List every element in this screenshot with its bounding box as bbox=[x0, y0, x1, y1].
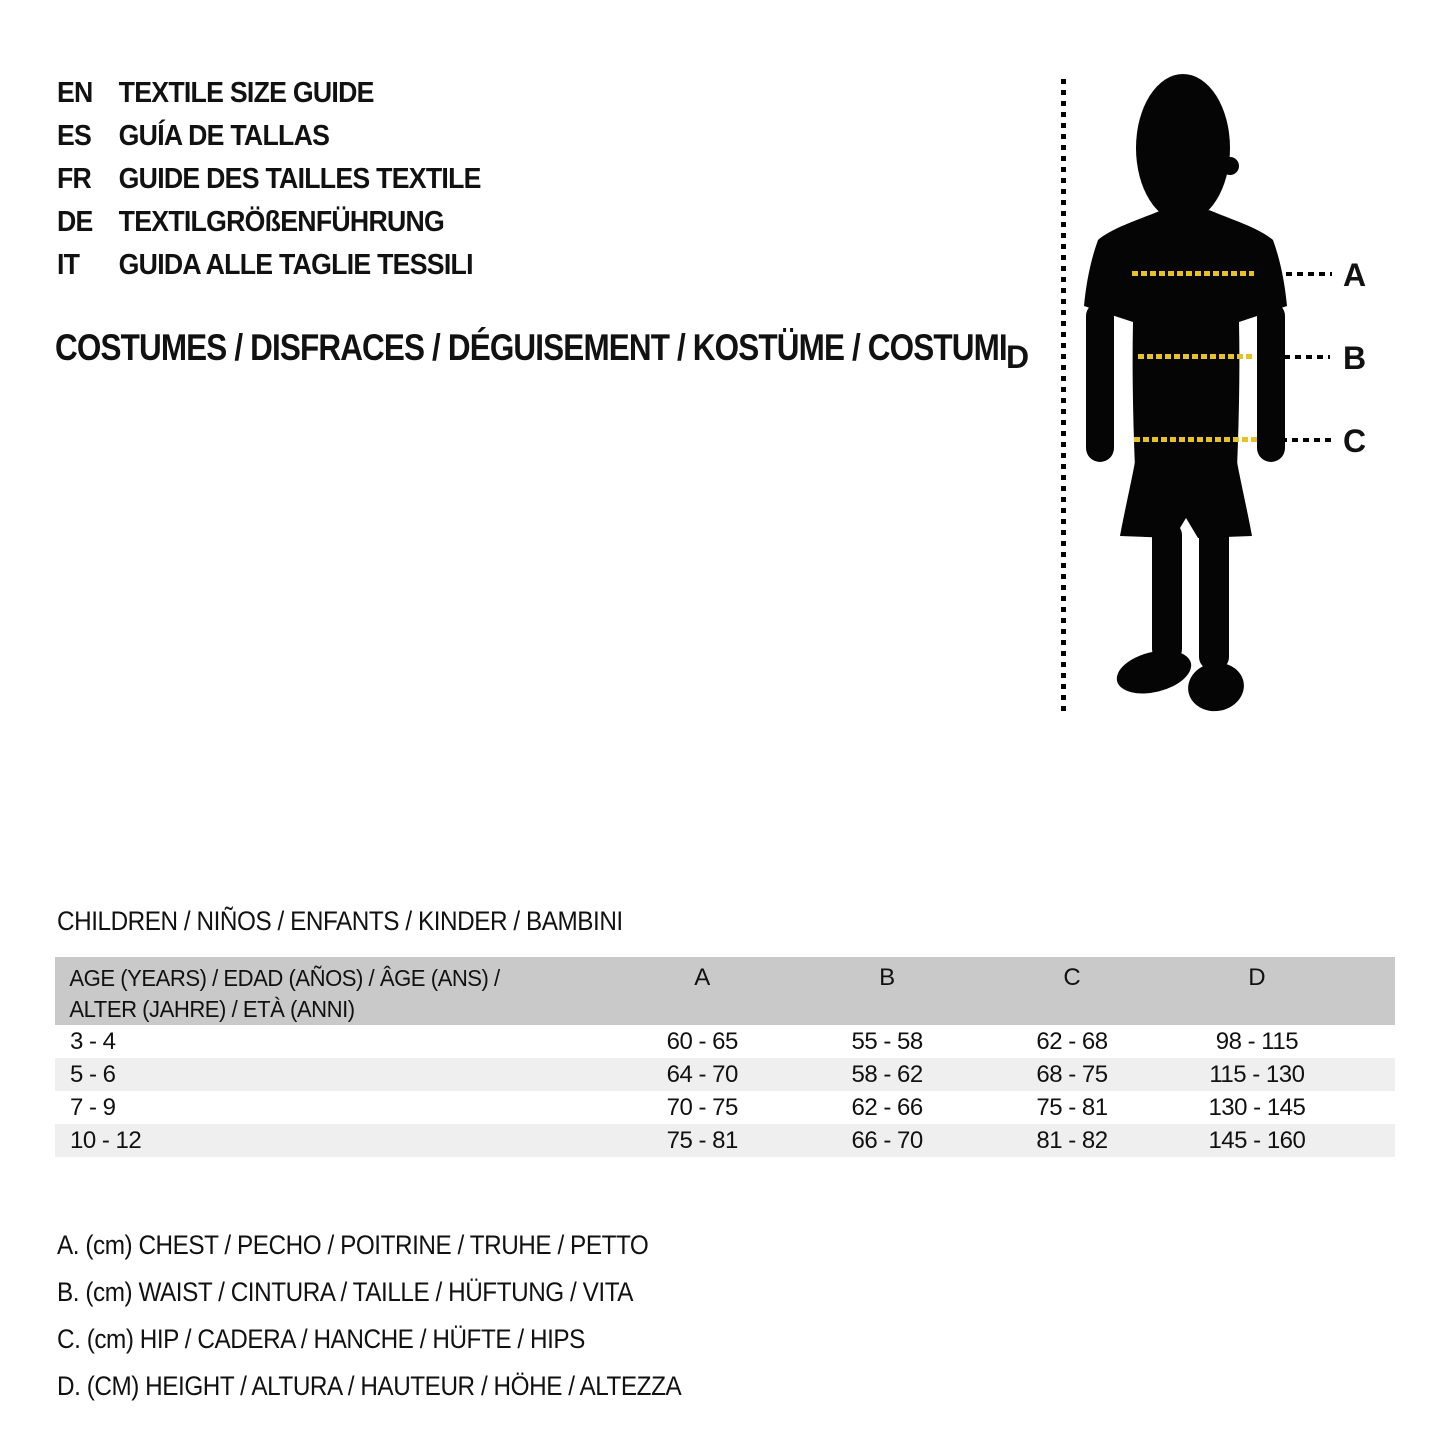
value-cell: 55 - 58 bbox=[851, 1027, 923, 1055]
language-row bbox=[57, 115, 481, 158]
table-row bbox=[55, 1058, 1395, 1091]
column-header-d: D bbox=[1248, 964, 1266, 991]
hip-label-c: C bbox=[1343, 423, 1367, 459]
age-cell: 5 - 6 bbox=[70, 1060, 116, 1088]
height-measure-dotted-line bbox=[1061, 79, 1066, 714]
language-title-list bbox=[57, 72, 481, 287]
age-column-header-line1: AGE (YEARS) / EDAD (AÑOS) / ÂGE (ANS) / bbox=[69, 965, 500, 991]
language-row bbox=[57, 201, 481, 244]
language-code: DE bbox=[57, 206, 93, 238]
table-row bbox=[55, 1025, 1395, 1058]
legend-item-height: D. (CM) HEIGHT / ALTURA / HAUTEUR / HÖHE / ALTEZZA bbox=[57, 1371, 682, 1401]
legend-item-waist: B. (cm) WAIST / CINTURA / TAILLE / HÜFTUNG / VITA bbox=[57, 1277, 634, 1307]
value-cell: 130 - 145 bbox=[1208, 1093, 1306, 1121]
value-cell: 66 - 70 bbox=[851, 1126, 923, 1154]
language-row bbox=[57, 158, 481, 201]
age-cell: 10 - 12 bbox=[70, 1126, 142, 1154]
waist-measure-dashed-line bbox=[1138, 354, 1252, 359]
language-code: IT bbox=[57, 249, 80, 281]
column-header-a: A bbox=[694, 964, 711, 991]
chest-connector-dotted-line bbox=[1286, 272, 1332, 276]
hip-connector-dotted-line bbox=[1281, 438, 1331, 442]
child-silhouette bbox=[1078, 70, 1293, 720]
column-header-c: C bbox=[1063, 964, 1081, 991]
waist-connector-dotted-line bbox=[1284, 355, 1330, 359]
table-row bbox=[55, 1091, 1395, 1124]
legend-item-hip: C. (cm) HIP / CADERA / HANCHE / HÜFTE / HIPS bbox=[57, 1324, 585, 1354]
chest-label-a: A bbox=[1343, 257, 1367, 293]
language-title: GUIDE DES TAILLES TEXTILE bbox=[118, 163, 481, 195]
age-column-header bbox=[55, 957, 588, 1025]
value-cell: 62 - 66 bbox=[851, 1093, 923, 1121]
language-title: TEXTILGRÖßENFÜHRUNG bbox=[118, 206, 445, 238]
language-code: ES bbox=[57, 120, 92, 152]
language-code: FR bbox=[57, 163, 92, 195]
age-column-header-line2: ALTER (JAHRE) / ETÀ (ANNI) bbox=[69, 996, 355, 1022]
value-cell: 68 - 75 bbox=[1036, 1060, 1108, 1088]
language-title: TEXTILE SIZE GUIDE bbox=[118, 77, 374, 109]
language-code: EN bbox=[57, 77, 93, 109]
value-cell: 75 - 81 bbox=[1036, 1093, 1108, 1121]
height-label-d: D bbox=[1006, 339, 1030, 375]
value-cell: 115 - 130 bbox=[1209, 1060, 1305, 1088]
language-row bbox=[57, 72, 481, 115]
chest-measure-dashed-line bbox=[1132, 271, 1254, 276]
language-title: GUIDA ALLE TAGLIE TESSILI bbox=[118, 249, 473, 281]
value-cell: 81 - 82 bbox=[1036, 1126, 1108, 1154]
value-cell: 70 - 75 bbox=[666, 1093, 738, 1121]
value-cell: 75 - 81 bbox=[666, 1126, 738, 1154]
language-title: GUÍA DE TALLAS bbox=[118, 120, 330, 152]
table-row bbox=[55, 1124, 1395, 1157]
value-cell: 62 - 68 bbox=[1036, 1027, 1108, 1055]
value-cell: 98 - 115 bbox=[1215, 1027, 1299, 1055]
table-header-row bbox=[55, 957, 1395, 1025]
waist-label-b: B bbox=[1343, 340, 1367, 376]
age-cell: 7 - 9 bbox=[70, 1093, 116, 1121]
language-row bbox=[57, 244, 481, 287]
value-cell: 60 - 65 bbox=[666, 1027, 738, 1055]
age-cell: 3 - 4 bbox=[70, 1027, 116, 1055]
table-section-title: CHILDREN / NIÑOS / ENFANTS / KINDER / BAMBINI bbox=[57, 906, 623, 936]
legend-item-chest: A. (cm) CHEST / PECHO / POITRINE / TRUHE / PETTO bbox=[57, 1230, 649, 1260]
value-cell: 64 - 70 bbox=[666, 1060, 738, 1088]
column-header-b: B bbox=[879, 964, 896, 991]
measurement-legend bbox=[57, 1222, 681, 1410]
hip-measure-dashed-line bbox=[1134, 437, 1258, 442]
value-cell: 145 - 160 bbox=[1208, 1126, 1306, 1154]
category-title: COSTUMES / DISFRACES / DÉGUISEMENT / KOSTÜME / COSTUMI bbox=[55, 327, 1007, 368]
size-table bbox=[55, 957, 1395, 1157]
value-cell: 58 - 62 bbox=[851, 1060, 923, 1088]
